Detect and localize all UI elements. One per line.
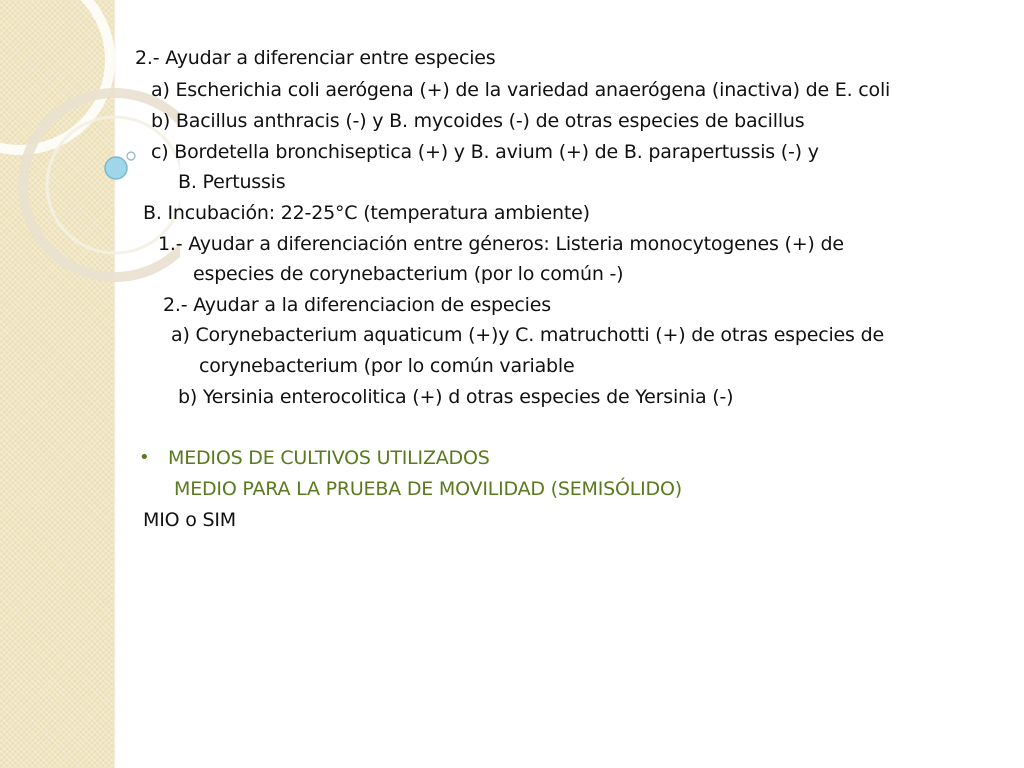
text-line-12: b) Yersinia enterocolitica (+) d otras especies de Yersinia (-) [178, 386, 734, 408]
text-line-3: b) Bacillus anthracis (-) y B. mycoides (-) de otras especies de bacillus [151, 110, 805, 132]
text-line-6: B. Incubación: 22-25°C (temperatura ambiente) [143, 202, 590, 224]
section-subheading: MEDIO PARA LA PRUEBA DE MOVILIDAD (SEMISÓLIDO) [174, 478, 682, 500]
text-line-5: B. Pertussis [178, 171, 286, 193]
bullet-icon: • [139, 447, 150, 468]
text-line-4: c) Bordetella bronchiseptica (+) y B. avium (+) de B. parapertussis (-) y [151, 141, 819, 163]
section-heading: MEDIOS DE CULTIVOS UTILIZADOS [168, 447, 490, 469]
text-line-mio-sim: MIO o SIM [143, 509, 236, 531]
text-line-1: 2.- Ayudar a diferenciar entre especies [135, 47, 496, 69]
text-line-9: 2.- Ayudar a la diferenciacion de especies [163, 294, 551, 316]
text-line-11: corynebacterium (por lo común variable [199, 355, 575, 377]
text-line-8: especies de corynebacterium (por lo común -) [193, 263, 624, 285]
text-line-2: a) Escherichia coli aerógena (+) de la variedad anaerógena (inactiva) de E. coli [151, 79, 891, 101]
text-line-10: a) Corynebacterium aquaticum (+)y C. matruchotti (+) de otras especies de [171, 324, 884, 346]
text-line-7: 1.- Ayudar a diferenciación entre géneros: Listeria monocytogenes (+) de [158, 233, 844, 255]
